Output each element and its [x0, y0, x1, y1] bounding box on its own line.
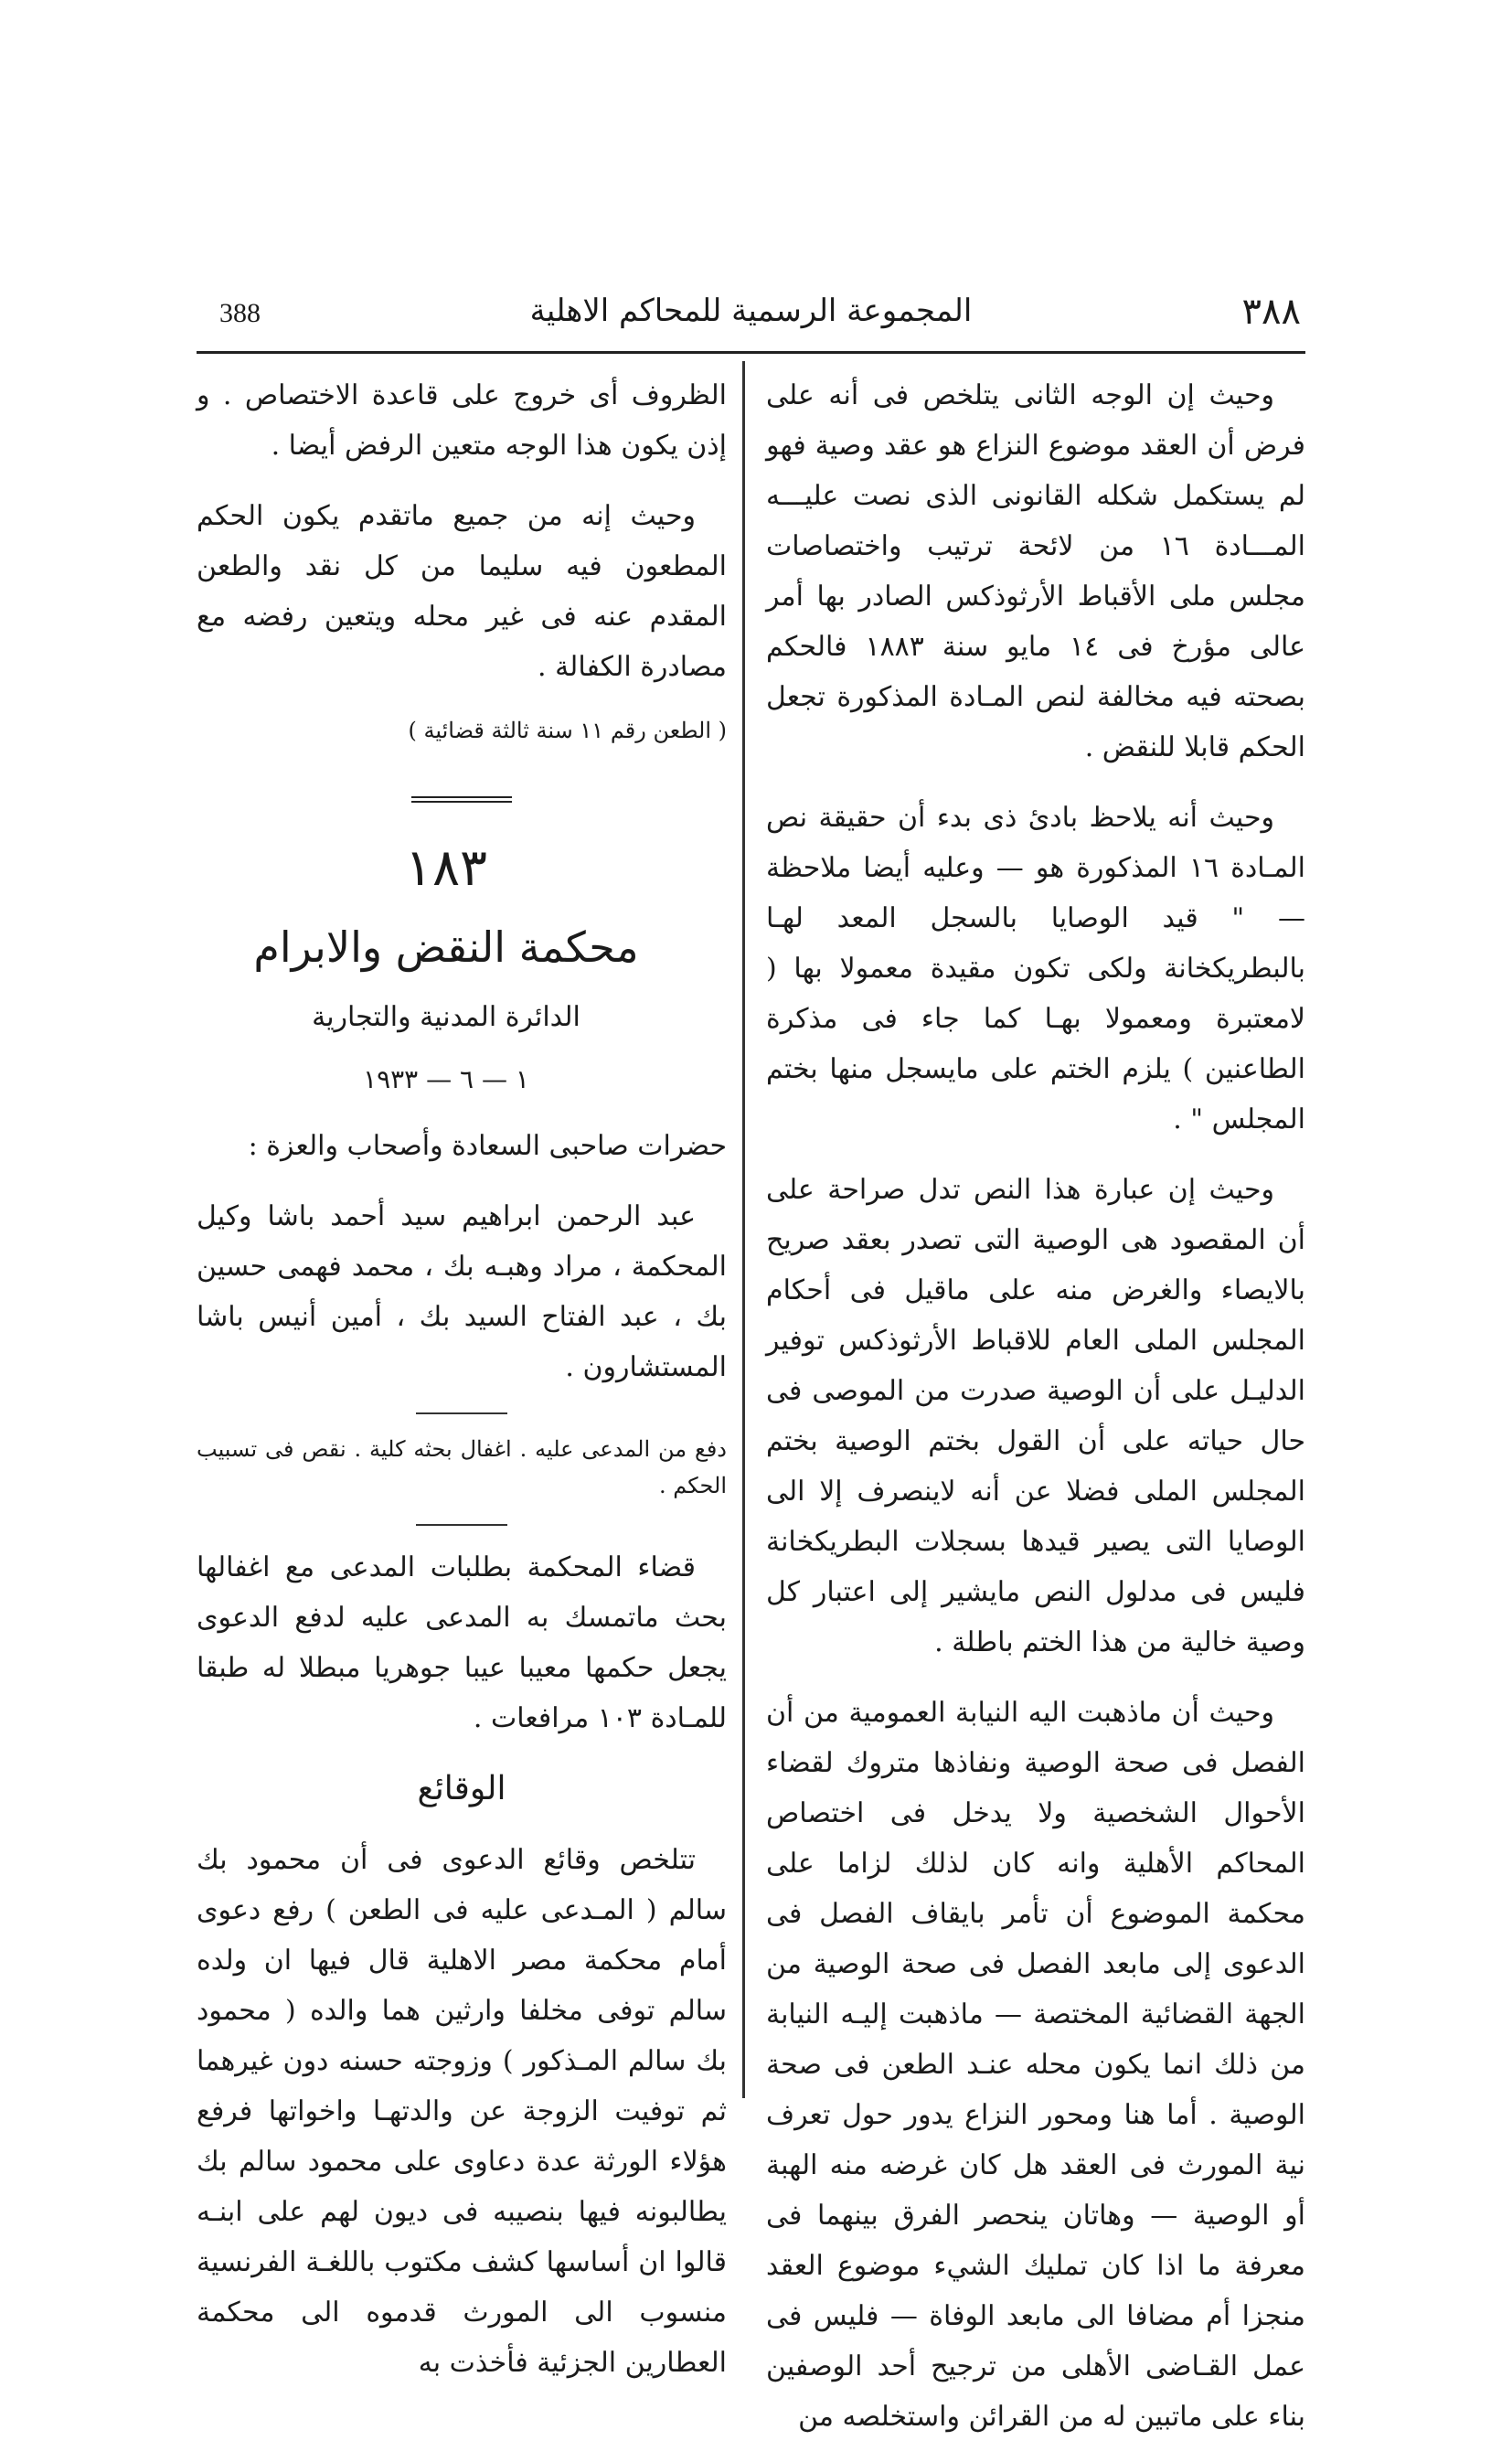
paragraph: وحيث إن الوجه الثانى يتلخص فى أنه على فرض أن العقد موضوع النزاع هو عقد وصية فهو لم يستكمل شكله القانونى الذى نصت عليـــه المـــادة ١٦ من لائحة ترتيب واختصاصات مجلس ملى الأقباط الأرثوذكس الصادر بها أمر عالى مؤرخ فى ١٤ مايو سنة ١٨٨٣ فالحكم بصحته فيه مخالفة لنص المـادة المذكورة تجعل الحكم قابلا للنقض .	[766, 379, 1305, 763]
keywords: دفع من المدعى عليه . اغفال بحثه كلية . نقص فى تسبيب الحكم .	[197, 1436, 727, 1498]
legal-principle: قضاء المحكمة بطلبات المدعى مع اغفالها بحث ماتمسك به المدعى عليه لدفع الدعوى يجعل حكمها معيبا عيبا جوهريا مبطلا له طبقا للمـادة ١٠٣ مرافعات .	[197, 1551, 727, 1734]
left-column	[197, 370, 727, 2408]
ruling-date: ١ — ٦ — ١٩٣٣	[363, 1064, 529, 1094]
facts-heading: الوقائع	[417, 1770, 506, 1807]
page-number-latin: 388	[219, 298, 261, 328]
paragraph: الظروف أى خروج على قاعدة الاختصاص . و إذن يكون هذا الوجه متعين الرفض أيضا .	[197, 379, 727, 462]
paragraph: وحيث إنه من جميع ماتقدم يكون الحكم المطعون فيه سليما من كل نقد والطعن المقدم عنه فى غير محله ويتعين رفضه مع مصادرة الكفالة .	[197, 500, 727, 683]
ruling-number: ١٨٣	[404, 838, 488, 898]
section-separator	[411, 796, 512, 803]
case-reference: ( الطعن رقم ١١ سنة ثالثة قضائية )	[408, 718, 727, 743]
paragraph: وحيث أن ماذهبت اليه النيابة العمومية من أن الفصل فى صحة الوصية ونفاذها متروك لقضاء الأحوال الشخصية ولا يدخل فى اختصاص المحاكم الأهلية وانه كان لذلك لزاما على محكمة الموضوع أن تأمر بايقاف الفصل فى الدعوى إلى مابعد الفصل فى صحة الوصية من الجهة القضائية المختصة — ماذهبت إليـه النيابة من ذلك انما يكون محله عنـد الطعن فى صحة الوصية . أما هنا ومحور النزاع يدور حول تعرف نية المورث فى العقد هل كان غرضه منه الهبة أو الوصية — وهاتان ينحصر الفرق بينهما فى معرفة ما اذا كان تمليك الشيء موضوع العقد منجزا أم مضافا الى مابعد الوفاة — فليس فى عمل القـاضى الأهلى من ترجيح أحد الوصفين بناء على ماتبين له من القرائن واستخلصه من	[766, 1697, 1305, 2433]
separator	[416, 1412, 507, 1414]
page-number-arabic: ٣٨٨	[1241, 291, 1301, 333]
column-divider	[742, 361, 745, 2098]
right-column	[766, 370, 1305, 2462]
separator	[416, 1524, 507, 1526]
panel-members: عبد الرحمن ابراهيم سيد أحمد باشا وكيل المحكمة ، مراد وهبـه بك ، محمد فهمى حسين بك ، عبد الفتاح السيد بك ، أمين أنيس باشا المستشارون .	[197, 1200, 727, 1383]
court-name: محكمة النقض والابرام	[253, 922, 639, 972]
panel-intro: حضرات صاحبى السعادة وأصحاب والعزة :	[248, 1130, 727, 1162]
paragraph: وحيث أنه يلاحظ بادئ ذى بدء أن حقيقة نص المـادة ١٦ المذكورة هو — وعليه أيضا ملاحظة — " قيد الوصايا بالسجل المعد لهـا بالبطريكخانة ولكى تكون مقيدة معمولا بها ( لامعتبرة ومعمولا بهـا كما جاء فى مذكرة الطاعنين ) يلزم الختم على مايسجل منها بختم المجلس " .	[766, 802, 1305, 1135]
running-title: المجموعة الرسمية للمحاكم الاهلية	[529, 293, 973, 329]
chamber-name: الدائرة المدنية والتجارية	[312, 1001, 580, 1033]
facts-text: تتلخص وقائع الدعوى فى أن محمود بك سالم ( المـدعى عليه فى الطعن ) رفع دعوى أمام محكمة مصر الاهلية قال فيها ان ولده سالم توفى مخلفا وارثين هما والده ( محمود بك سالم المـذكور ) وزوجته حسنه دون غيرهما ثم توفيت الزوجة عن والدتهـا واخواتها فرفع هؤلاء الورثة عدة دعاوى على محمود سالم بك يطالبونه فيها بنصيبه فى ديون لهم على ابنـه قالوا ان أساسها كشف مكتوب باللغـة الفرنسية منسوب الى المورث قدموه الى محكمة العطارين الجزئية فأخذت به	[197, 1844, 727, 2379]
page-header	[197, 291, 1305, 346]
header-rule	[197, 351, 1305, 354]
paragraph: وحيث إن عبارة هذا النص تدل صراحة على أن المقصود هى الوصية التى تصدر بعقد صريح بالايصاء والغرض منه على ماقيل فى أحكام المجلس الملى العام للاقباط الأرثوذكس توفير الدليـل على أن الوصية صدرت من الموصى فى حال حياته على أن القول بختم الوصية بختم المجلس الملى فضلا عن أنه لاينصرف إلا الى الوصايا التى يصير قيدها بسجلات البطريكخانة فليس فى مدلول النص مايشير إلى اعتبار كل وصية خالية من هذا الختم باطلة .	[766, 1174, 1305, 1658]
